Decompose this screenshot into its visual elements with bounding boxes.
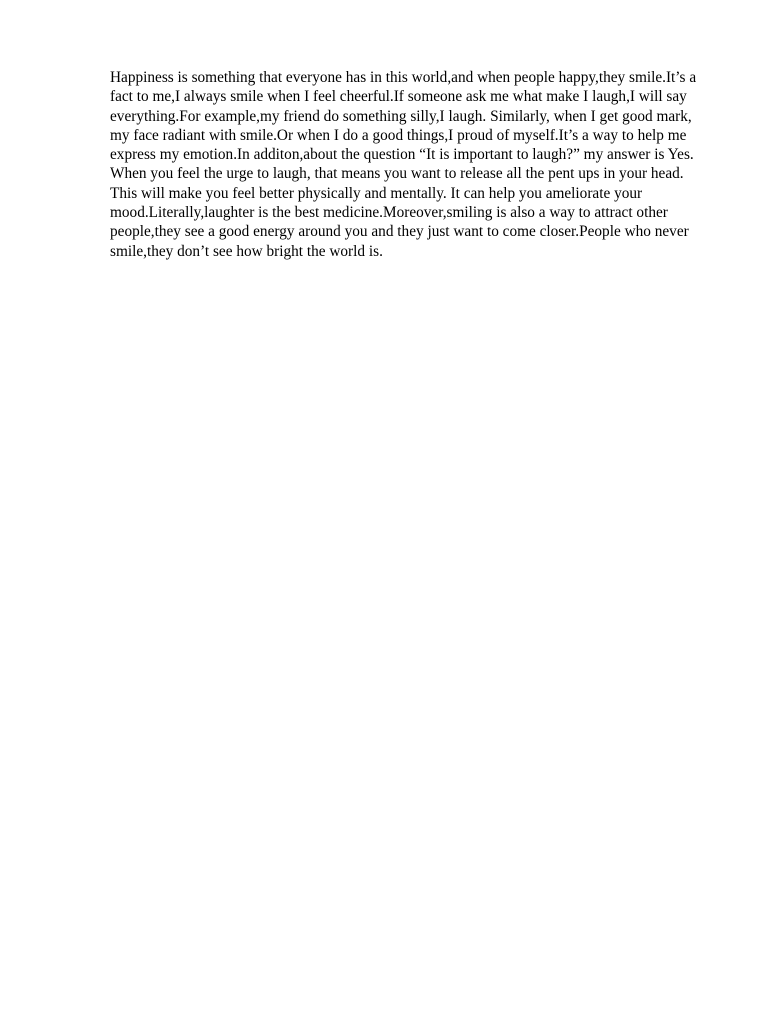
document-body (110, 68, 700, 261)
body-paragraph: Happiness is something that everyone has in this world,and when people happy,they smile.It’s a fact to me,I always smile when I feel cheerful.If someone ask me what make I laugh,I will say everything.For example,my friend do something silly,I laugh. Similarly, when I get good mark, my face radiant with smile.Or when I do a good things,I proud of myself.It’s a way to help me express my emotion.In additon,about the question “It is important to laugh?” my answer is Yes. When you feel the urge to laugh, that means you want to release all the pent ups in your head. This will make you feel better physically and mentally. It can help you ameliorate your mood.Literally,laughter is the best medicine.Moreover,smiling is also a way to attract other people,they see a good energy around you and they just want to come closer.People who never smile,they don’t see how bright the world is. (110, 69, 697, 260)
